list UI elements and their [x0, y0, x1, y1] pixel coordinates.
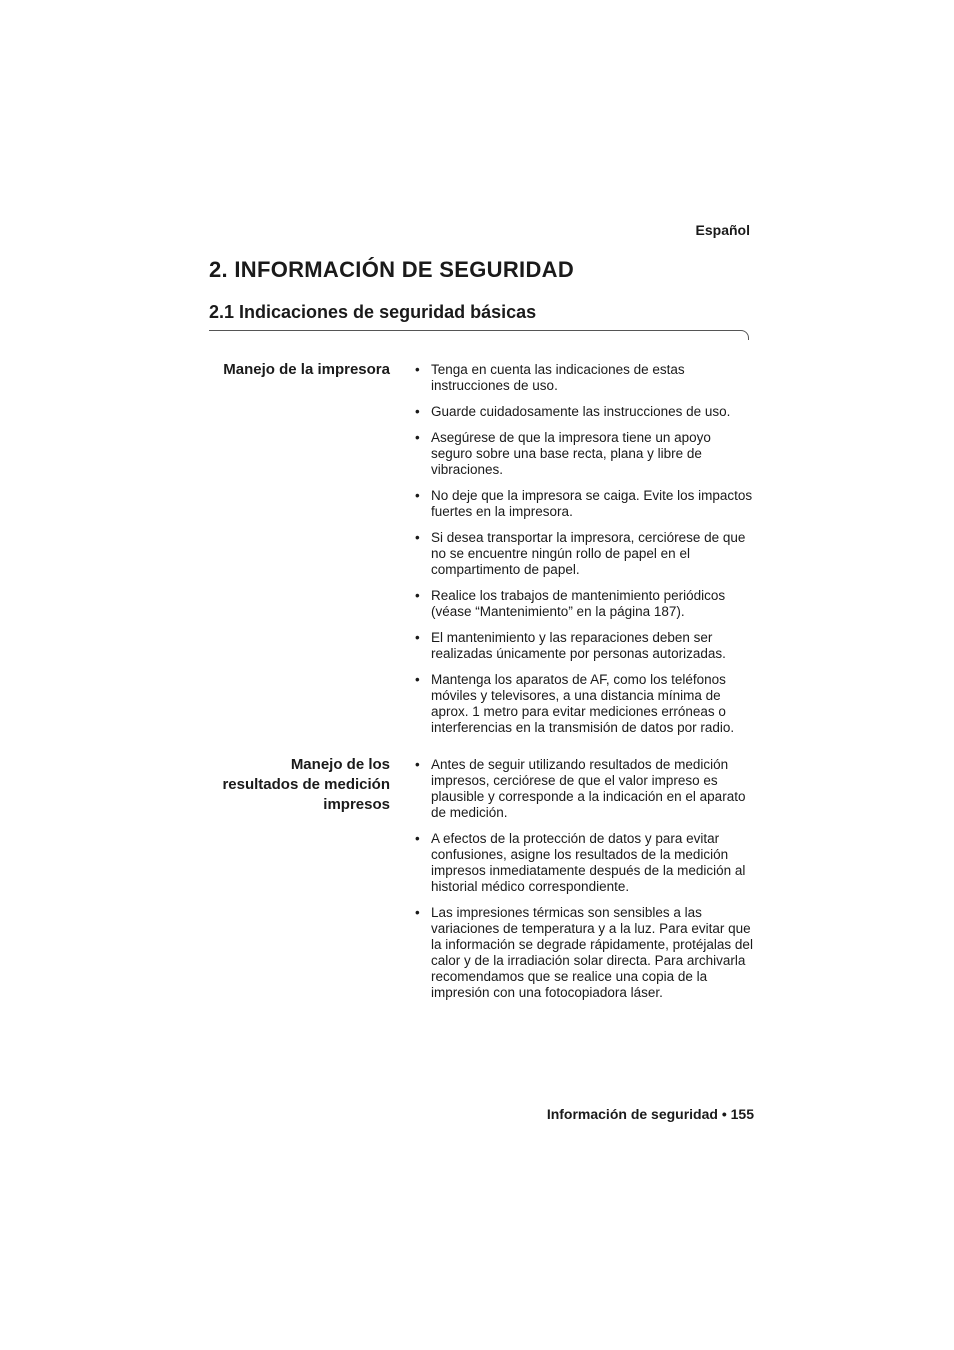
printer-handling-list	[415, 362, 755, 746]
list-item: • Realice los trabajos de mantenimiento periódicos (véase “Mantenimiento” en la página 187).	[415, 588, 726, 619]
bullet: •	[415, 672, 420, 687]
section-label-printer-handling: Manejo de la impresora	[223, 361, 390, 378]
list-item: • Mantenga los aparatos de AF, como los teléfonos móviles y televisores, a una distancia mínima de aprox. 1 metro para evitar mediciones erróneas o interferencias en la transmisión de datos por radio.	[415, 672, 735, 735]
list-item: • El mantenimiento y las reparaciones deben ser realizadas únicamente por personas autorizadas.	[415, 630, 726, 661]
section-label-printed-results: Manejo de los resultados de medición impresos	[222, 756, 390, 813]
bullet: •	[415, 831, 420, 846]
bullet: •	[415, 905, 420, 920]
printed-results-list	[415, 757, 755, 1011]
bullet: •	[415, 588, 420, 603]
list-item: • A efectos de la protección de datos y para evitar confusiones, asigne los resultados de la medición impresos inmediatamente después de la medición al historial médico correspondiente.	[415, 831, 746, 894]
section-title: 2.1 Indicaciones de seguridad básicas	[209, 302, 537, 322]
bullet: •	[415, 404, 420, 419]
bullet: •	[415, 757, 420, 772]
list-item: • Tenga en cuenta las indicaciones de estas instrucciones de uso.	[415, 362, 685, 393]
list-item: • Asegúrese de que la impresora tiene un apoyo seguro sobre una base recta, plana y libre de vibraciones.	[415, 430, 711, 477]
page-footer: Información de seguridad • 155	[546, 1106, 754, 1122]
section-divider	[209, 330, 749, 340]
list-item: • Si desea transportar la impresora, cerciórese de que no se encuentre ningún rollo de papel en el compartimento de papel.	[415, 530, 746, 577]
list-item: • Guarde cuidadosamente las instrucciones de uso.	[415, 404, 731, 419]
bullet: •	[415, 630, 420, 645]
bullet: •	[415, 362, 420, 377]
bullet: •	[415, 430, 420, 445]
chapter-title: 2. INFORMACIÓN DE SEGURIDAD	[209, 257, 575, 282]
list-item: • Antes de seguir utilizando resultados de medición impresos, cerciórese de que el valor impreso es plausible y corresponde a la indicación en el aparato de medición.	[415, 757, 746, 820]
list-item: • Las impresiones térmicas son sensibles a las variaciones de temperatura y a la luz. Para evitar que la información se degrade rápidamente, protéjalas del calor y de la irradiación solar directa. Para archivarla recomendamos que se realice una copia de la impresión con una fotocopiadora láser.	[415, 905, 753, 1000]
list-item: • No deje que la impresora se caiga. Evite los impactos fuertes en la impresora.	[415, 488, 753, 519]
bullet: •	[415, 488, 420, 503]
language-label: Español	[695, 222, 750, 238]
bullet: •	[415, 530, 420, 545]
